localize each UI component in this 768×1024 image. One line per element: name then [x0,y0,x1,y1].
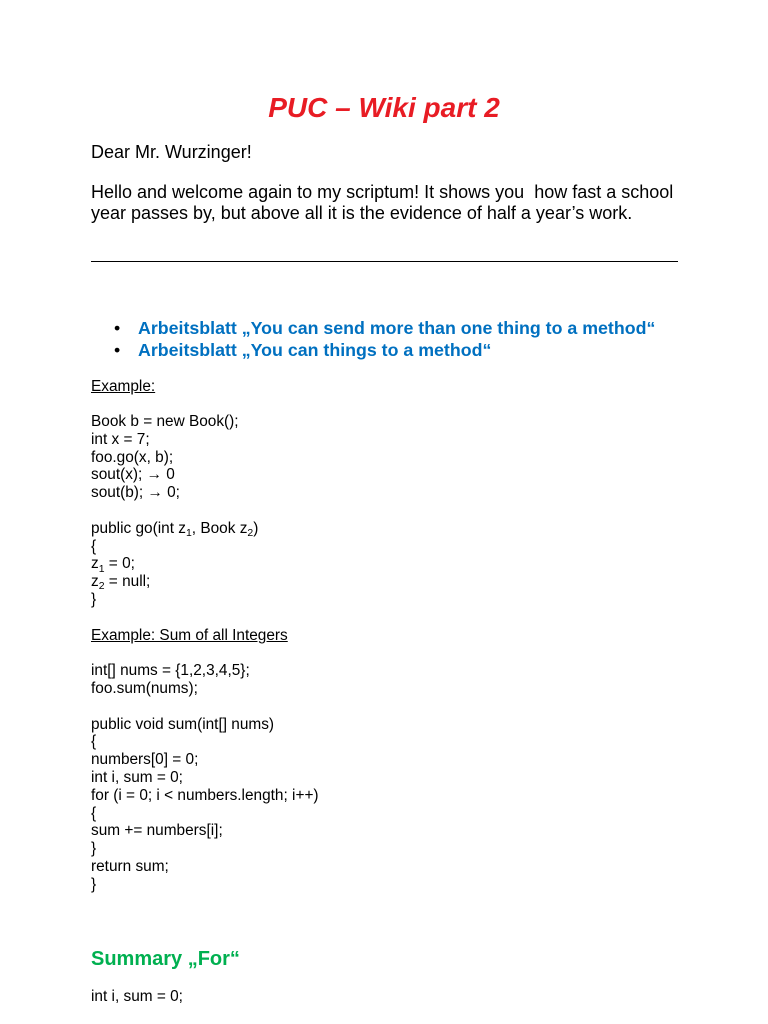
code-line: sout(b); → 0; [91,484,180,502]
subscript: 2 [247,528,254,540]
code-examples [91,378,319,894]
code-line: { [91,804,97,822]
code-line-assignment [91,555,319,573]
spacer [91,644,319,662]
code-line: } [91,875,97,893]
code-line: sum += numbers[i]; [91,822,223,840]
code-line: foo.sum(nums); [91,680,198,698]
code-text: = null; [104,573,151,591]
page-title: PUC – Wiki part 2 [268,92,500,123]
code-line: numbers[0] = 0; [91,751,199,769]
example-heading-text: Example: Sum of all Integers [91,626,288,644]
code-text: z [91,573,99,591]
code-line: sout(x); → 0 [91,466,175,484]
example-heading-text: Example: [91,377,156,395]
bullet-item [114,317,655,339]
example-heading [91,378,319,396]
spacer [91,395,319,413]
bullet-item [114,339,655,361]
bullet-text: Arbeitsblatt „You can send more than one thing to a method“ [138,318,656,338]
bullet-icon: • [114,318,121,338]
intro-line: year passes by, but above all it is the evidence of half a year’s work. [91,203,633,223]
code-line: } [91,840,97,858]
bullet-text: Arbeitsblatt „You can things to a method“ [138,340,492,360]
spacer [91,502,319,520]
code-text: ) [253,519,259,537]
code-line: int i, sum = 0; [91,988,183,1005]
summary-code [91,988,183,1006]
bullet-list [114,317,655,361]
spacer [91,698,319,716]
greeting: Dear Mr. Wurzinger! [91,142,252,162]
code-line: int i, sum = 0; [91,769,183,787]
code-text: = 0; [104,555,135,573]
code-text: z [91,555,99,573]
code-line: return sum; [91,858,169,876]
code-line: { [91,733,97,751]
code-text: public go(int z [91,519,186,537]
subscript: 2 [98,581,105,593]
summary-heading: Summary „For“ [91,948,240,970]
horizontal-rule [91,261,678,262]
code-text: , Book z [191,519,248,537]
example-heading [91,627,319,645]
code-line-assignment [91,573,319,591]
spacer [91,609,319,627]
intro-line: Hello and welcome again to my scriptum! It shows you how fast a school [91,182,674,202]
code-line: for (i = 0; i < numbers.length; i++) [91,786,319,804]
bullet-icon: • [114,340,121,360]
code-line: public void sum(int[] nums) [91,715,275,733]
code-line-method-signature [91,520,319,538]
subscript: 1 [185,528,192,540]
code-line: { [91,537,97,555]
subscript: 1 [98,563,105,575]
code-line: Book b = new Book(); [91,413,239,431]
intro-paragraph [91,182,673,224]
code-line: } [91,591,97,609]
code-line: foo.go(x, b); [91,448,174,466]
code-line: int[] nums = {1,2,3,4,5}; [91,662,250,680]
code-line: int x = 7; [91,430,150,448]
